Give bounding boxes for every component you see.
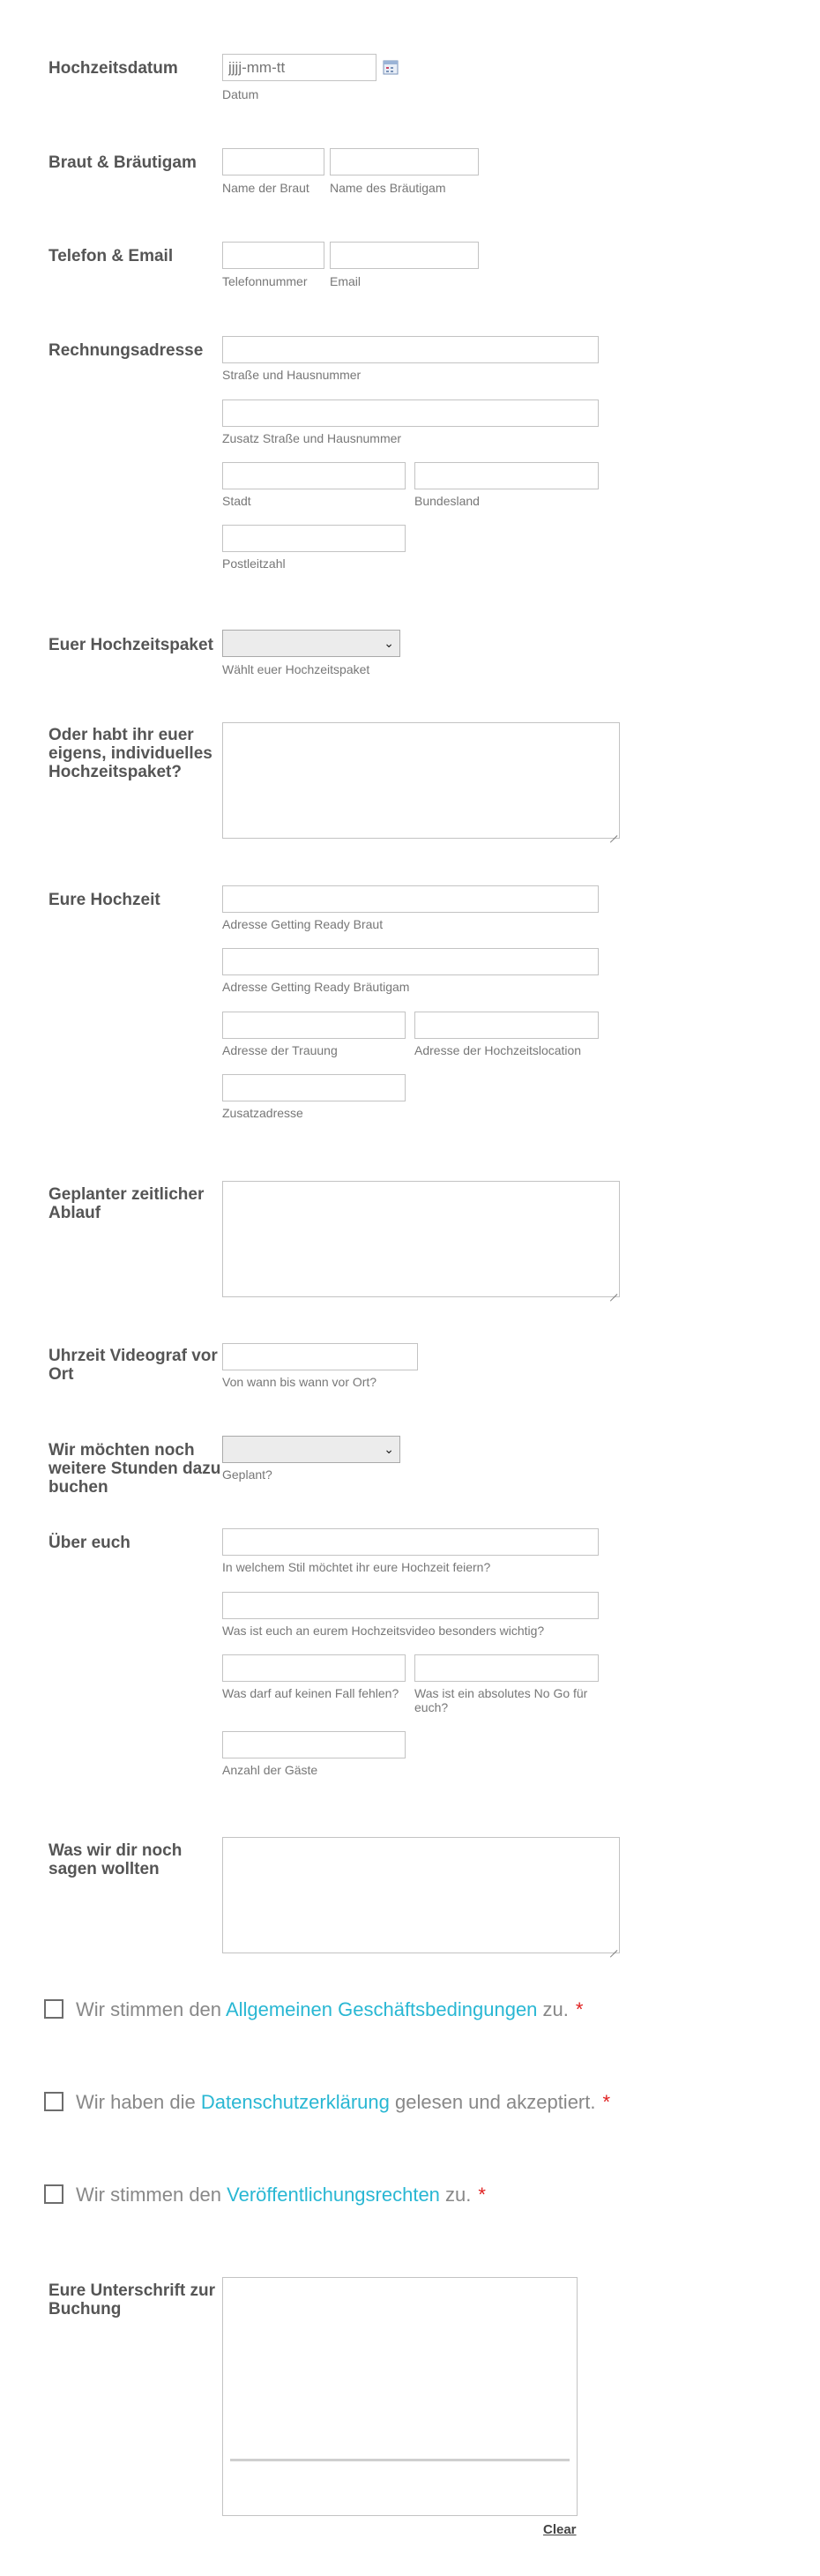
package-label: Euer Hochzeitspaket — [48, 636, 213, 654]
custom-package-label: Oder habt ihr euer eigens, individuelles Hochzeitspaket? — [48, 726, 212, 781]
chevron-down-icon: ⌄ — [384, 1442, 394, 1456]
required-asterisk: * — [478, 2184, 486, 2206]
resize-grip-icon[interactable] — [610, 1944, 617, 1951]
billing-street2-input[interactable] — [222, 399, 599, 427]
wedding-date-input[interactable] — [222, 54, 376, 81]
style-input[interactable] — [222, 1528, 599, 1556]
notes-label: Was wir dir noch sagen wollten — [48, 1841, 183, 1878]
publication-checkbox-row[interactable] — [44, 2184, 486, 2206]
video-time-sublabel: Von wann bis wann vor Ort? — [222, 1375, 377, 1389]
important-input[interactable] — [222, 1592, 599, 1619]
billing-street-sublabel: Straße und Hausnummer — [222, 368, 362, 382]
billing-state-input[interactable] — [414, 462, 599, 489]
privacy-link[interactable]: Datenschutzerklärung — [200, 2091, 390, 2113]
billing-zip-input[interactable] — [222, 525, 406, 552]
wedding-date-sublabel: Datum — [222, 87, 259, 101]
phone-input[interactable] — [222, 242, 324, 269]
video-time-label: Uhrzeit Videograf vor Ort — [48, 1347, 218, 1384]
publication-text-pre: Wir stimmen den — [76, 2184, 227, 2206]
package-sublabel: Wählt euer Hochzeitspaket — [222, 662, 370, 676]
extra-address-input[interactable] — [222, 1074, 406, 1101]
calendar-icon[interactable] — [383, 59, 399, 75]
required-asterisk: * — [602, 2091, 611, 2113]
about-label: Über euch — [48, 1534, 130, 1552]
wedding-label: Eure Hochzeit — [48, 891, 160, 909]
publication-link[interactable]: Veröffentlichungsrechten — [227, 2184, 440, 2206]
terms-checkbox[interactable] — [44, 1999, 63, 2019]
wedding-date-label: Hochzeitsdatum — [48, 59, 178, 78]
terms-link[interactable]: Allgemeinen Geschäftsbedingungen — [225, 1998, 538, 2020]
contact-label: Telefon & Email — [48, 247, 174, 265]
style-sublabel: In welchem Stil möchtet ihr eure Hochzeit feiern? — [222, 1560, 491, 1574]
ceremony-input[interactable] — [222, 1012, 406, 1039]
signature-baseline — [230, 2459, 570, 2461]
must-have-input[interactable] — [222, 1654, 406, 1682]
required-asterisk: * — [575, 1998, 584, 2020]
resize-grip-icon[interactable] — [610, 1288, 617, 1295]
extra-hours-select[interactable] — [222, 1436, 400, 1463]
privacy-text-post: gelesen und akzeptiert. — [389, 2091, 596, 2113]
video-time-input[interactable] — [222, 1343, 418, 1370]
no-go-sublabel: Was ist ein absolutes No Go für euch? — [414, 1686, 588, 1714]
location-input[interactable] — [414, 1012, 599, 1039]
must-have-sublabel: Was darf auf keinen Fall fehlen? — [222, 1686, 399, 1700]
privacy-text-pre: Wir haben die — [76, 2091, 201, 2113]
schedule-label: Geplanter zeitlicher Ablauf — [48, 1185, 205, 1222]
signature-label: Eure Unterschrift zur Buchung — [48, 2281, 215, 2318]
notes-textarea[interactable] — [222, 1837, 620, 1953]
billing-street2-sublabel: Zusatz Straße und Hausnummer — [222, 431, 402, 445]
billing-street-input[interactable] — [222, 336, 599, 363]
groom-name-sublabel: Name des Bräutigam — [330, 181, 446, 195]
billing-city-sublabel: Stadt — [222, 494, 251, 508]
guests-input[interactable] — [222, 1731, 406, 1758]
no-go-input[interactable] — [414, 1654, 599, 1682]
location-sublabel: Adresse der Hochzeitslocation — [414, 1043, 582, 1057]
billing-label: Rechnungsadresse — [48, 341, 204, 360]
signature-clear-link[interactable]: Clear — [543, 2522, 577, 2537]
billing-city-input[interactable] — [222, 462, 406, 489]
bride-name-input[interactable] — [222, 148, 324, 175]
email-sublabel: Email — [330, 274, 362, 288]
signature-pad[interactable] — [222, 2277, 578, 2516]
ceremony-sublabel: Adresse der Trauung — [222, 1043, 338, 1057]
phone-sublabel: Telefonnummer — [222, 274, 308, 288]
terms-checkbox-row[interactable] — [44, 1998, 583, 2021]
billing-zip-sublabel: Postleitzahl — [222, 556, 286, 571]
guests-sublabel: Anzahl der Gäste — [222, 1763, 318, 1777]
privacy-checkbox[interactable] — [44, 2092, 63, 2111]
privacy-checkbox-row[interactable] — [44, 2091, 610, 2114]
email-input[interactable] — [330, 242, 479, 269]
important-sublabel: Was ist euch an eurem Hochzeitsvideo besonders wichtig? — [222, 1624, 545, 1638]
publication-checkbox[interactable] — [44, 2184, 63, 2204]
terms-text-post: zu. — [537, 1998, 569, 2020]
custom-package-textarea[interactable] — [222, 722, 620, 839]
bride-name-sublabel: Name der Braut — [222, 181, 309, 195]
extra-hours-label: Wir möchten noch weitere Stunden dazu buchen — [48, 1441, 221, 1497]
billing-state-sublabel: Bundesland — [414, 494, 480, 508]
ready-bride-sublabel: Adresse Getting Ready Braut — [222, 917, 384, 931]
groom-name-input[interactable] — [330, 148, 479, 175]
ready-groom-sublabel: Adresse Getting Ready Bräutigam — [222, 980, 410, 994]
ready-bride-input[interactable] — [222, 885, 599, 913]
resize-grip-icon[interactable] — [610, 829, 617, 836]
chevron-down-icon: ⌄ — [384, 636, 394, 650]
ready-groom-input[interactable] — [222, 948, 599, 975]
extra-address-sublabel: Zusatzadresse — [222, 1106, 303, 1120]
schedule-textarea[interactable] — [222, 1181, 620, 1297]
package-select[interactable] — [222, 630, 400, 657]
extra-hours-sublabel: Geplant? — [222, 1467, 272, 1482]
terms-text-pre: Wir stimmen den — [76, 1998, 226, 2020]
publication-text-post: zu. — [439, 2184, 472, 2206]
couple-label: Braut & Bräutigam — [48, 153, 197, 172]
